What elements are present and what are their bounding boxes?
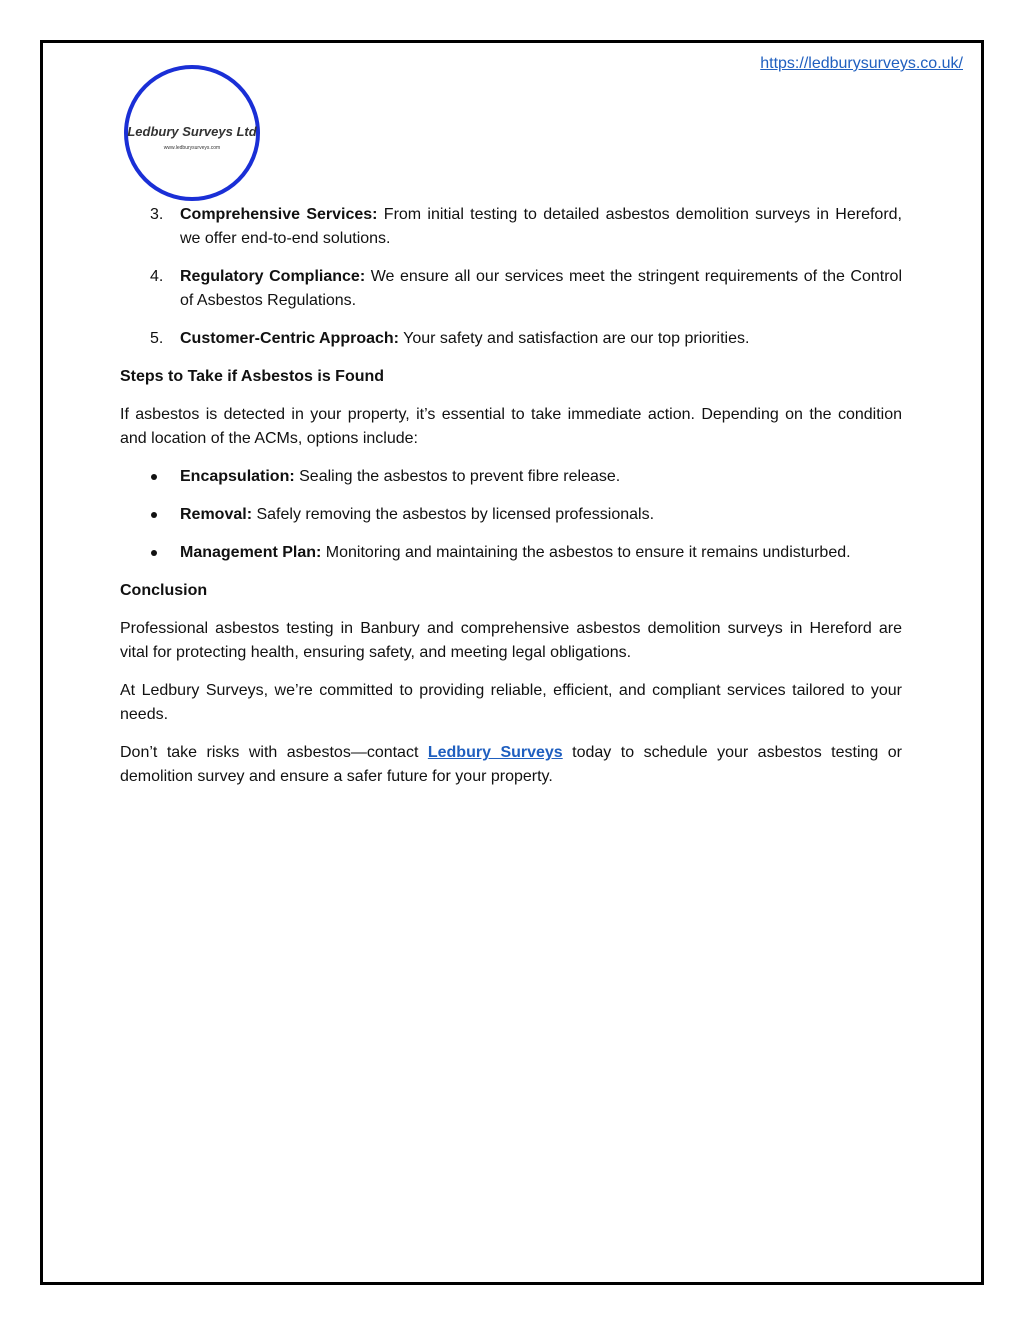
list-item-title: Comprehensive Services: [180, 206, 378, 223]
numbered-list [120, 203, 902, 351]
list-item-title: Customer-Centric Approach: [180, 330, 399, 347]
steps-intro-paragraph: If asbestos is detected in your property, it’s essential to take immediate action. Depending on the condition and location of the ACMs, options include: [120, 406, 902, 447]
bullet-icon [151, 550, 157, 556]
svg-text:Ledbury Surveys Ltd: Ledbury Surveys Ltd [127, 124, 257, 139]
list-item-text: Your safety and satisfaction are our top priorities. [398, 330, 750, 347]
bullet-icon [151, 474, 157, 480]
bullet-list [120, 465, 902, 565]
conclusion-paragraph-2: At Ledbury Surveys, we’re committed to providing reliable, efficient, and compliant services tailored to your needs. [120, 682, 902, 723]
document-body [120, 203, 902, 803]
bullet-item-text: Sealing the asbestos to prevent fibre release. [294, 468, 621, 485]
bullet-item-text: Safely removing the asbestos by licensed professionals. [252, 506, 655, 523]
section-heading-conclusion: Conclusion [120, 582, 208, 599]
conclusion-paragraph-1: Professional asbestos testing in Banbury and comprehensive asbestos demolition surveys in Hereford are vital for protecting health, ensuring safety, and meeting legal obligations. [120, 620, 902, 661]
bullet-item [120, 465, 902, 489]
ledbury-surveys-link[interactable]: Ledbury Surveys [427, 744, 563, 761]
svg-text:www.ledburysurveys.com: www.ledburysurveys.com [163, 145, 221, 151]
cta-paragraph [120, 741, 902, 789]
bullet-item-title: Encapsulation: [180, 468, 295, 485]
bullet-item-title: Removal: [180, 506, 253, 523]
section-heading-steps: Steps to Take if Asbestos is Found [120, 368, 385, 385]
bullet-item [120, 541, 902, 565]
cta-text-before: Don’t take risks with asbestos—contact [120, 744, 428, 761]
list-item-text: From initial testing to detailed asbestos demolition surveys in Hereford, we offer end-to-end solutions. [180, 206, 902, 247]
bullet-item [120, 503, 902, 527]
bullet-icon [151, 512, 157, 518]
company-logo [122, 63, 262, 203]
list-item-text: We ensure all our services meet the stringent requirements of the Control of Asbestos Regulations. [180, 268, 903, 309]
list-number: 5. [150, 330, 164, 347]
header-url-link[interactable]: https://ledburysurveys.co.uk/ [760, 55, 963, 72]
list-item [120, 327, 902, 351]
list-number: 3. [150, 206, 164, 223]
bullet-item-text: Monitoring and maintaining the asbestos to ensure it remains undisturbed. [321, 544, 851, 561]
list-item-title: Regulatory Compliance: [180, 268, 366, 285]
list-number: 4. [150, 268, 164, 285]
list-item [120, 265, 902, 313]
bullet-item-title: Management Plan: [180, 544, 322, 561]
list-item [120, 203, 902, 251]
cta-text-after: today to schedule your asbestos testing or demolition survey and ensure a safer future for your property. [120, 744, 902, 785]
